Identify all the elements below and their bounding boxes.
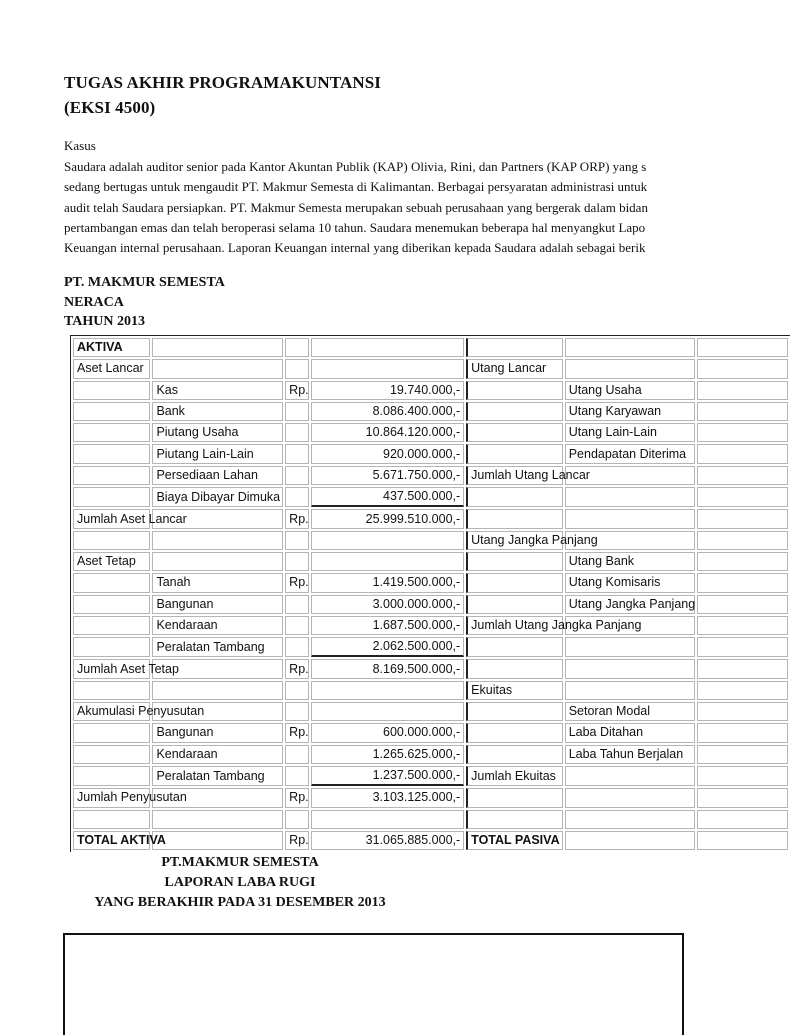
table-cell [285, 466, 309, 485]
income-statement-period: YANG BERAKHIR PADA 31 DESEMBER 2013 [94, 895, 386, 910]
table-cell [466, 637, 563, 657]
table-row [73, 487, 788, 507]
balance-sheet-title: NERACA [64, 295, 124, 310]
table-cell [73, 723, 150, 742]
table-cell [285, 444, 309, 463]
table-cell: TOTAL AKTIVA [73, 831, 150, 850]
table-cell [466, 423, 563, 442]
case-paragraph [64, 157, 684, 258]
table-row [73, 788, 788, 807]
table-cell [466, 338, 563, 357]
balance-sheet-year: TAHUN 2013 [64, 314, 146, 329]
table-cell [565, 681, 696, 700]
table-cell: 1.687.500.000,- [311, 616, 464, 635]
table-cell [697, 359, 788, 378]
table-cell [565, 810, 696, 829]
table-cell: 1.265.625.000,- [311, 745, 464, 764]
table-cell: Kendaraan [152, 745, 283, 764]
table-row [73, 444, 788, 463]
table-cell [73, 466, 150, 485]
table-cell: Jumlah Penyusutan [73, 788, 150, 807]
table-cell: Utang Jangka Panjang [466, 531, 563, 550]
table-cell [73, 573, 150, 592]
table-cell: 19.740.000,- [311, 381, 464, 400]
table-cell: 920.000.000,- [311, 444, 464, 463]
table-cell [466, 487, 563, 507]
table-cell [565, 338, 696, 357]
table-cell [697, 595, 788, 614]
table-cell [466, 552, 563, 571]
table-cell: Peralatan Tambang [152, 766, 283, 786]
table-cell [73, 681, 150, 700]
table-row [73, 637, 788, 657]
table-cell [466, 595, 563, 614]
table-cell: Jumlah Aset Tetap [73, 659, 150, 678]
table-cell: Utang Jangka Panjang [565, 595, 696, 614]
table-cell [466, 788, 563, 807]
table-cell: Bangunan [152, 595, 283, 614]
table-cell: 1.237.500.000,- [311, 766, 464, 786]
table-cell: 2.062.500.000,- [311, 637, 464, 657]
table-cell [697, 509, 788, 528]
table-cell [466, 810, 563, 829]
balance-sheet-table [70, 335, 790, 852]
table-cell: Piutang Usaha [152, 423, 283, 442]
table-cell [565, 359, 696, 378]
table-cell [285, 810, 309, 829]
table-row [73, 509, 788, 528]
table-cell [466, 402, 563, 421]
table-row [73, 745, 788, 764]
table-cell [697, 637, 788, 657]
table-cell: Laba Ditahan [565, 723, 696, 742]
table-cell: 31.065.885.000,- [311, 831, 464, 850]
table-cell [697, 531, 788, 550]
table-cell [697, 702, 788, 721]
table-cell [466, 702, 563, 721]
table-row [73, 681, 788, 700]
table-cell [697, 766, 788, 786]
table-cell [565, 659, 696, 678]
table-cell [311, 531, 464, 550]
case-label: Kasus [64, 138, 96, 153]
table-row [73, 723, 788, 742]
table-cell: Aset Lancar [73, 359, 150, 378]
table-cell [466, 381, 563, 400]
table-cell [73, 616, 150, 635]
table-cell: 3.103.125.000,- [311, 788, 464, 807]
table-cell: Pendapatan Diterima [565, 444, 696, 463]
table-row [73, 616, 788, 635]
table-cell: 8.086.400.000,- [311, 402, 464, 421]
table-cell [565, 766, 696, 786]
table-row [73, 423, 788, 442]
table-cell: Tanah [152, 573, 283, 592]
table-cell [73, 487, 150, 507]
table-cell [697, 423, 788, 442]
table-row [73, 359, 788, 378]
table-row [73, 466, 788, 485]
table-cell [466, 659, 563, 678]
table-cell [285, 338, 309, 357]
table-cell [311, 681, 464, 700]
table-cell [152, 531, 283, 550]
table-cell [285, 402, 309, 421]
table-cell: Bangunan [152, 723, 283, 742]
table-cell: Setoran Modal [565, 702, 696, 721]
table-row [73, 766, 788, 786]
table-cell [565, 831, 696, 850]
table-cell: Aset Tetap [73, 552, 150, 571]
table-cell: Rp. [285, 509, 309, 528]
table-cell [73, 423, 150, 442]
table-cell: Utang Usaha [565, 381, 696, 400]
table-cell [73, 444, 150, 463]
table-cell [152, 681, 283, 700]
table-cell: Kendaraan [152, 616, 283, 635]
table-cell [285, 531, 309, 550]
table-cell [152, 338, 283, 357]
table-row [73, 810, 788, 829]
table-cell: Rp. [285, 573, 309, 592]
table-cell [285, 423, 309, 442]
table-cell [697, 723, 788, 742]
table-cell [73, 745, 150, 764]
table-cell [285, 359, 309, 378]
paragraph-line: sedang bertugas untuk mengaudit PT. Makmur Semesta di Kalimantan. Berbagai persyaratan administrasi untuk [64, 179, 648, 195]
table-cell: Jumlah Utang Lancar [466, 466, 563, 485]
table-cell [311, 552, 464, 571]
table-row [73, 338, 788, 357]
table-cell [697, 338, 788, 357]
paragraph-line: Keuangan internal perusahaan. Laporan Keuangan internal yang diberikan kepada Saudara adalah sebagai berik [64, 240, 646, 256]
table-cell: Utang Lancar [466, 359, 563, 378]
table-cell [73, 766, 150, 786]
table-cell: 10.864.120.000,- [311, 423, 464, 442]
table-cell [466, 573, 563, 592]
table-cell [73, 595, 150, 614]
income-statement-company: PT.MAKMUR SEMESTA [161, 855, 319, 870]
table-cell [152, 810, 283, 829]
table-cell: Persediaan Lahan [152, 466, 283, 485]
assignment-title: TUGAS AKHIR PROGRAMAKUNTANSI [64, 73, 382, 92]
table-row [73, 381, 788, 400]
table-cell: AKTIVA [73, 338, 150, 357]
table-cell: Jumlah Aset Lancar [73, 509, 150, 528]
table-cell [697, 788, 788, 807]
table-row [73, 531, 788, 550]
table-row [73, 702, 788, 721]
table-cell: Utang Komisaris [565, 573, 696, 592]
income-statement-table-frame [63, 933, 684, 1035]
table-cell [285, 487, 309, 507]
table-cell [565, 637, 696, 657]
table-cell: TOTAL PASIVA [466, 831, 563, 850]
table-row [73, 659, 788, 678]
table-cell [697, 831, 788, 850]
table-cell [285, 702, 309, 721]
table-cell: 1.419.500.000,- [311, 573, 464, 592]
table-cell [697, 745, 788, 764]
table-cell [285, 616, 309, 635]
table-cell: Ekuitas [466, 681, 563, 700]
table-cell [311, 359, 464, 378]
table-row [73, 595, 788, 614]
table-cell: Jumlah Ekuitas [466, 766, 563, 786]
balance-sheet-table-viewport [70, 335, 696, 848]
table-row [73, 552, 788, 571]
table-cell [285, 595, 309, 614]
table-cell [311, 338, 464, 357]
table-cell: 3.000.000.000,- [311, 595, 464, 614]
table-cell: 25.999.510.000,- [311, 509, 464, 528]
income-statement-title: LAPORAN LABA RUGI [164, 875, 316, 890]
table-cell [697, 552, 788, 571]
table-cell: 8.169.500.000,- [311, 659, 464, 678]
table-cell [311, 702, 464, 721]
table-cell [152, 552, 283, 571]
table-cell [285, 766, 309, 786]
table-cell [697, 616, 788, 635]
table-cell [697, 573, 788, 592]
table-row [73, 831, 788, 850]
table-row [73, 573, 788, 592]
table-cell: Jumlah Utang Jangka Panjang [466, 616, 563, 635]
table-cell [73, 402, 150, 421]
table-cell [73, 637, 150, 657]
table-cell [466, 723, 563, 742]
table-cell: Utang Lain-Lain [565, 423, 696, 442]
table-cell [152, 359, 283, 378]
table-cell: Utang Bank [565, 552, 696, 571]
table-cell: Rp. [285, 723, 309, 742]
table-cell: Utang Karyawan [565, 402, 696, 421]
table-cell [285, 681, 309, 700]
table-cell: Rp. [285, 831, 309, 850]
table-cell [285, 552, 309, 571]
table-cell [565, 788, 696, 807]
table-cell [697, 487, 788, 507]
table-cell: Bank [152, 402, 283, 421]
table-cell: Peralatan Tambang [152, 637, 283, 657]
table-cell [466, 745, 563, 764]
table-cell: Kas [152, 381, 283, 400]
table-cell [697, 681, 788, 700]
table-cell: Rp. [285, 659, 309, 678]
table-cell: Akumulasi Penyusutan [73, 702, 150, 721]
table-cell [697, 810, 788, 829]
table-cell [285, 745, 309, 764]
paragraph-line: pertambangan emas dan telah beroperasi selama 10 tahun. Saudara menemukan beberapa hal menyangkut Lapo [64, 219, 646, 235]
table-row [73, 402, 788, 421]
table-cell [697, 402, 788, 421]
table-cell [73, 531, 150, 550]
table-cell: 600.000.000,- [311, 723, 464, 742]
table-cell [697, 659, 788, 678]
table-cell [697, 444, 788, 463]
table-cell [73, 810, 150, 829]
balance-sheet-company: PT. MAKMUR SEMESTA [64, 275, 225, 290]
table-cell [697, 381, 788, 400]
table-cell: 437.500.000,- [311, 487, 464, 507]
paragraph-line: audit telah Saudara persiapkan. PT. Makmur Semesta merupakan sebuah perusahaan yang bergerak dalam bidan [64, 199, 648, 215]
table-cell [73, 381, 150, 400]
table-cell [285, 637, 309, 657]
course-code: (EKSI 4500) [64, 98, 156, 117]
table-cell: Rp. [285, 381, 309, 400]
table-cell: Laba Tahun Berjalan [565, 745, 696, 764]
table-cell: Biaya Dibayar Dimuka [152, 487, 283, 507]
table-cell [152, 831, 283, 850]
table-cell [466, 444, 563, 463]
table-cell: 5.671.750.000,- [311, 466, 464, 485]
table-cell [466, 509, 563, 528]
table-cell [565, 487, 696, 507]
table-cell: Rp. [285, 788, 309, 807]
table-cell [565, 509, 696, 528]
paragraph-line: Saudara adalah auditor senior pada Kantor Akuntan Publik (KAP) Olivia, Rini, dan Partners (KAP ORP) yang s [64, 159, 647, 174]
table-cell [311, 810, 464, 829]
table-cell: Piutang Lain-Lain [152, 444, 283, 463]
table-cell [697, 466, 788, 485]
